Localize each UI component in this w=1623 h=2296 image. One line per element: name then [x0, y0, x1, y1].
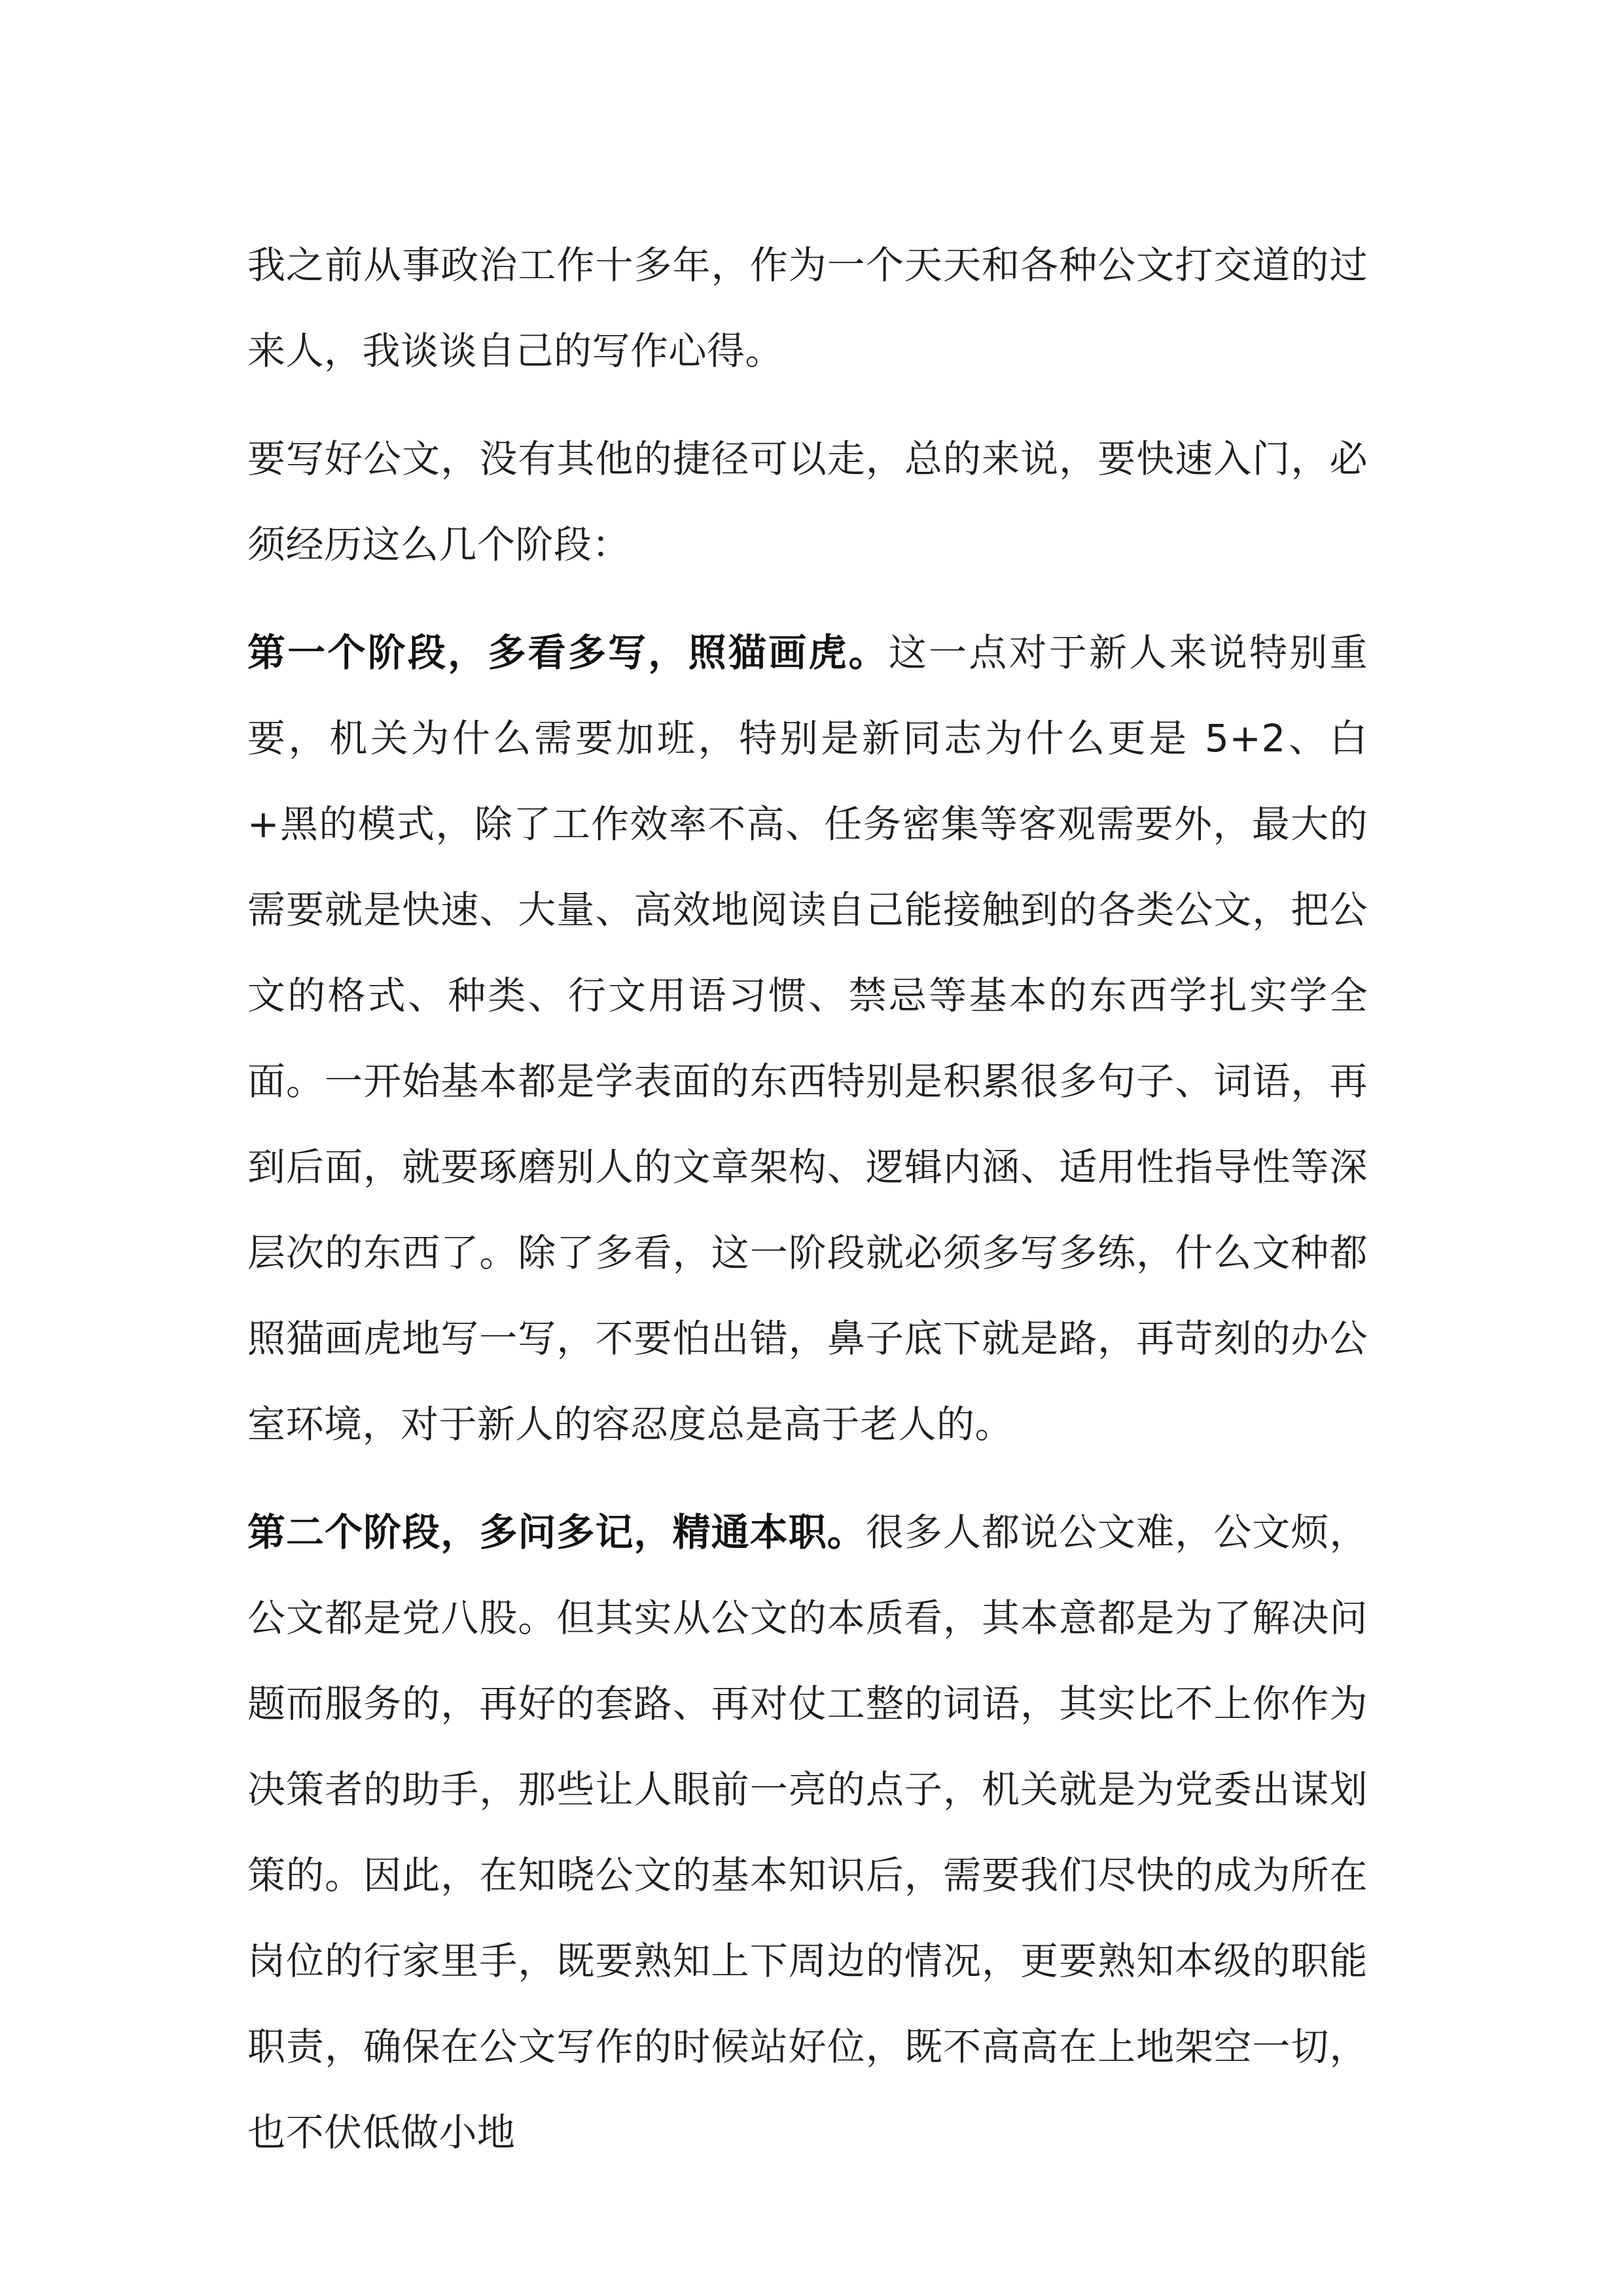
paragraph-text: 我之前从事政治工作十多年，作为一个天天和各种公文打交道的过来人，我谈谈自己的写作心得。: [247, 243, 1368, 373]
paragraph-stages-intro: [247, 416, 1368, 588]
paragraph-text: 要写好公文，没有其他的捷径可以走，总的来说，要快速入门，必须经历这么几个阶段：: [247, 437, 1368, 567]
paragraph-stage-two: [247, 1490, 1368, 2176]
paragraph-lead-heading: 第二个阶段，多问多记，精通本职。: [247, 1510, 866, 1554]
paragraph-text: 很多人都说公文难，公文烦，公文都是党八股。但其实从公文的本质看，其本意都是为了解决问题而服务的，再好的套路、再对仗工整的词语，其实比不上你作为决策者的助手，那些让人眼前一亮的点子，机关就是为党委出谋划策的。因此，在知晓公文的基本知识后，需要我们尽快的成为所在岗位的行家里手，既要熟知上下周边的情况，更要熟知本级的职能职责，确保在公文写作的时候站好位，既不高高在上地架空一切，也不伏低做小地: [247, 1510, 1368, 2155]
paragraph-lead-heading: 第一个阶段，多看多写，照猫画虎。: [247, 630, 889, 675]
document-body: [247, 223, 1368, 2176]
paragraph-stage-one: [247, 610, 1368, 1467]
paragraph-text: 这一点对于新人来说特别重要，机关为什么需要加班，特别是新同志为什么更是 5+2、白+黑的模式，除了工作效率不高、任务密集等客观需要外，最大的需要就是快速、大量、高效地阅读自己能接触到的各类公文，把公文的格式、种类、行文用语习惯、禁忌等基本的东西学扎实学全面。一开始基本都是学表面的东西特别是积累很多句子、词语，再到后面，就要琢磨别人的文章架构、逻辑内涵、适用性指导性等深层次的东西了。除了多看，这一阶段就必须多写多练，什么文种都照猫画虎地写一写，不要怕出错，鼻子底下就是路，再苛刻的办公室环境，对于新人的容忍度总是高于老人的。: [247, 630, 1368, 1446]
paragraph-intro: [247, 223, 1368, 394]
